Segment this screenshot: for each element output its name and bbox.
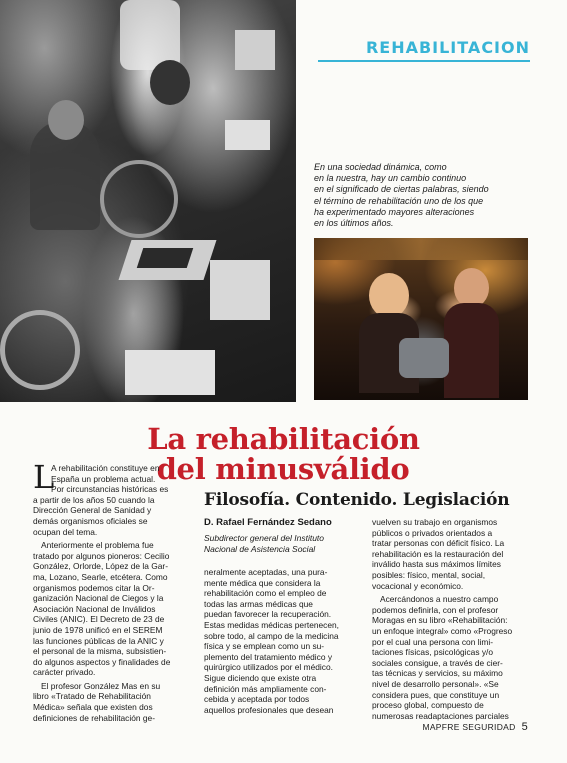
body-line: proceso global, compuesto de — [372, 700, 484, 711]
body-line: Anteriormente el problema fue — [41, 540, 154, 551]
body-line: Moragas en su libro «Rehabilitación: — [372, 615, 508, 626]
body-line: Civiles (ANIC). El Decreto de 23 de — [33, 614, 165, 625]
body-line: definiciones de rehabilitación ge- — [33, 712, 155, 723]
page-number: 5 — [521, 721, 528, 733]
body-line: González, Orlorde, López de la Gar- — [33, 561, 168, 572]
section-label: REHABILITACION — [365, 38, 530, 57]
body-column-1 — [33, 458, 193, 723]
photo-typing-class — [0, 0, 296, 402]
body-line: vuelven su trabajo en organismos — [372, 517, 498, 527]
body-line: rehabilitación es la restauración del — [372, 548, 504, 559]
body-line: posibles: físico, mental, social, — [372, 569, 486, 580]
body-line: Dirección General de Sanidad y — [33, 505, 152, 516]
body-line: do algunos aspectos y finalidades de — [33, 656, 171, 667]
body-line: vocacional y económico. — [372, 580, 464, 591]
body-line: libro «Tratado de Rehabilitación — [33, 691, 151, 702]
caption-line: en el significado de ciertas palabras, siendo — [314, 184, 489, 195]
page-footer — [420, 721, 528, 733]
body-line: Estas medidas médicas pertenecen, — [204, 619, 340, 630]
body-line: ma, Lozano, Searle, etcétera. Como — [33, 571, 168, 582]
body-line: definición más ampliamente con- — [204, 683, 327, 694]
body-line: España un problema actual. — [51, 473, 156, 484]
body-line: a partir de los años 50 cuando la — [33, 494, 155, 505]
body-line: carácter privado. — [33, 667, 96, 678]
body-line: Sigue diciendo que existe otra — [204, 672, 317, 683]
body-line: taciones físicas, psicológicas y/o — [372, 647, 494, 658]
body-line: sobre todo, al campo de la medicina — [204, 630, 339, 641]
body-line: Asociación Nacional de Inválidos — [33, 603, 156, 614]
body-line: aquellos profesionales que desean — [204, 704, 334, 715]
body-line: públicos o privados orientados a — [372, 527, 493, 538]
body-line: las funciones públicas de la ANIC y — [33, 635, 164, 646]
body-line: Acercándonos a nuestro campo — [380, 594, 499, 605]
body-line: cebida y aceptada por todos — [204, 694, 310, 705]
photo-caption — [314, 162, 529, 229]
body-line: mente médica que considera la — [204, 577, 321, 588]
body-line: El profesor González Mas en su — [41, 680, 161, 691]
body-line: el personal de la misma, subsistien- — [33, 646, 167, 657]
body-line: neralmente aceptadas, una pura- — [204, 567, 328, 577]
body-line: Médica» señala que existen dos — [33, 702, 153, 713]
body-line: tratar personas con déficit físico. La — [372, 538, 505, 549]
body-line: numerosas readaptaciones parciales — [372, 710, 509, 721]
body-line: sociales consigue, a través de cier- — [372, 657, 503, 668]
body-line: un enfoque integral» como «Progreso — [372, 625, 513, 636]
caption-line: ha experimentado mayores alteraciones — [314, 206, 475, 217]
caption-line: En una sociedad dinámica, como — [314, 162, 447, 172]
body-line: ocupan del tema. — [33, 526, 98, 537]
caption-line: en la nuestra, hay un cambio continuo — [314, 173, 467, 184]
body-line: podemos definirla, con el profesor — [372, 604, 499, 615]
author-role-line: Nacional de Asistencia Social — [204, 544, 316, 554]
author-role-line: Subdirector general del Instituto — [204, 533, 325, 543]
body-line: tratado por algunos pioneros: Cecilio — [33, 550, 170, 561]
body-line: nivel de desarrollo personal». «Se — [372, 678, 499, 689]
body-column-2 — [204, 567, 359, 715]
caption-line: en los últimos años. — [314, 218, 394, 229]
article-subtitle: Filosofía. Contenido. Legislación — [204, 490, 510, 510]
body-line: tas técnicas y servicios, su máximo — [372, 668, 503, 679]
photo-workshop — [314, 238, 528, 400]
body-line: física y se emplean como un su- — [204, 641, 325, 652]
article-title-line2: del minusválido — [156, 452, 410, 486]
body-line: A rehabilitación constituye en — [51, 463, 160, 473]
body-line: organismos podemos citar la Or- — [33, 582, 155, 593]
body-line: ganización Nacional de Ciegos y la — [33, 593, 164, 604]
body-line: plemento del tratamiento médico y — [204, 651, 333, 662]
body-line: considera pues, que constituye un — [372, 689, 500, 700]
author-role — [204, 533, 364, 555]
article-title-line1: La rehabilitación — [147, 422, 420, 456]
body-line: junio de 1978 unificó en el SEREM — [33, 624, 163, 635]
body-line: inválido hasta sus máximos límites — [372, 559, 501, 570]
body-column-3 — [372, 517, 528, 721]
section-rule — [318, 60, 530, 62]
body-line: todas las armas médicas que — [204, 598, 313, 609]
caption-line: el término de rehabilitación uno de los que — [314, 195, 484, 206]
body-line: por el cual una persona con limi- — [372, 636, 494, 647]
body-line: Por circunstancias históricas es — [51, 484, 169, 495]
body-line: quirúrgico utilizados por el médico. — [204, 662, 333, 673]
body-line: rehabilitación como el empleo de — [204, 588, 327, 599]
body-line: demás organismos oficiales se — [33, 515, 148, 526]
drop-cap: L — [33, 458, 55, 496]
publication-name: MAPFRE SEGURIDAD — [422, 722, 516, 732]
article-author: D. Rafael Fernández Sedano — [204, 517, 332, 528]
body-line: puedan favorecer la recuperación. — [204, 609, 332, 620]
